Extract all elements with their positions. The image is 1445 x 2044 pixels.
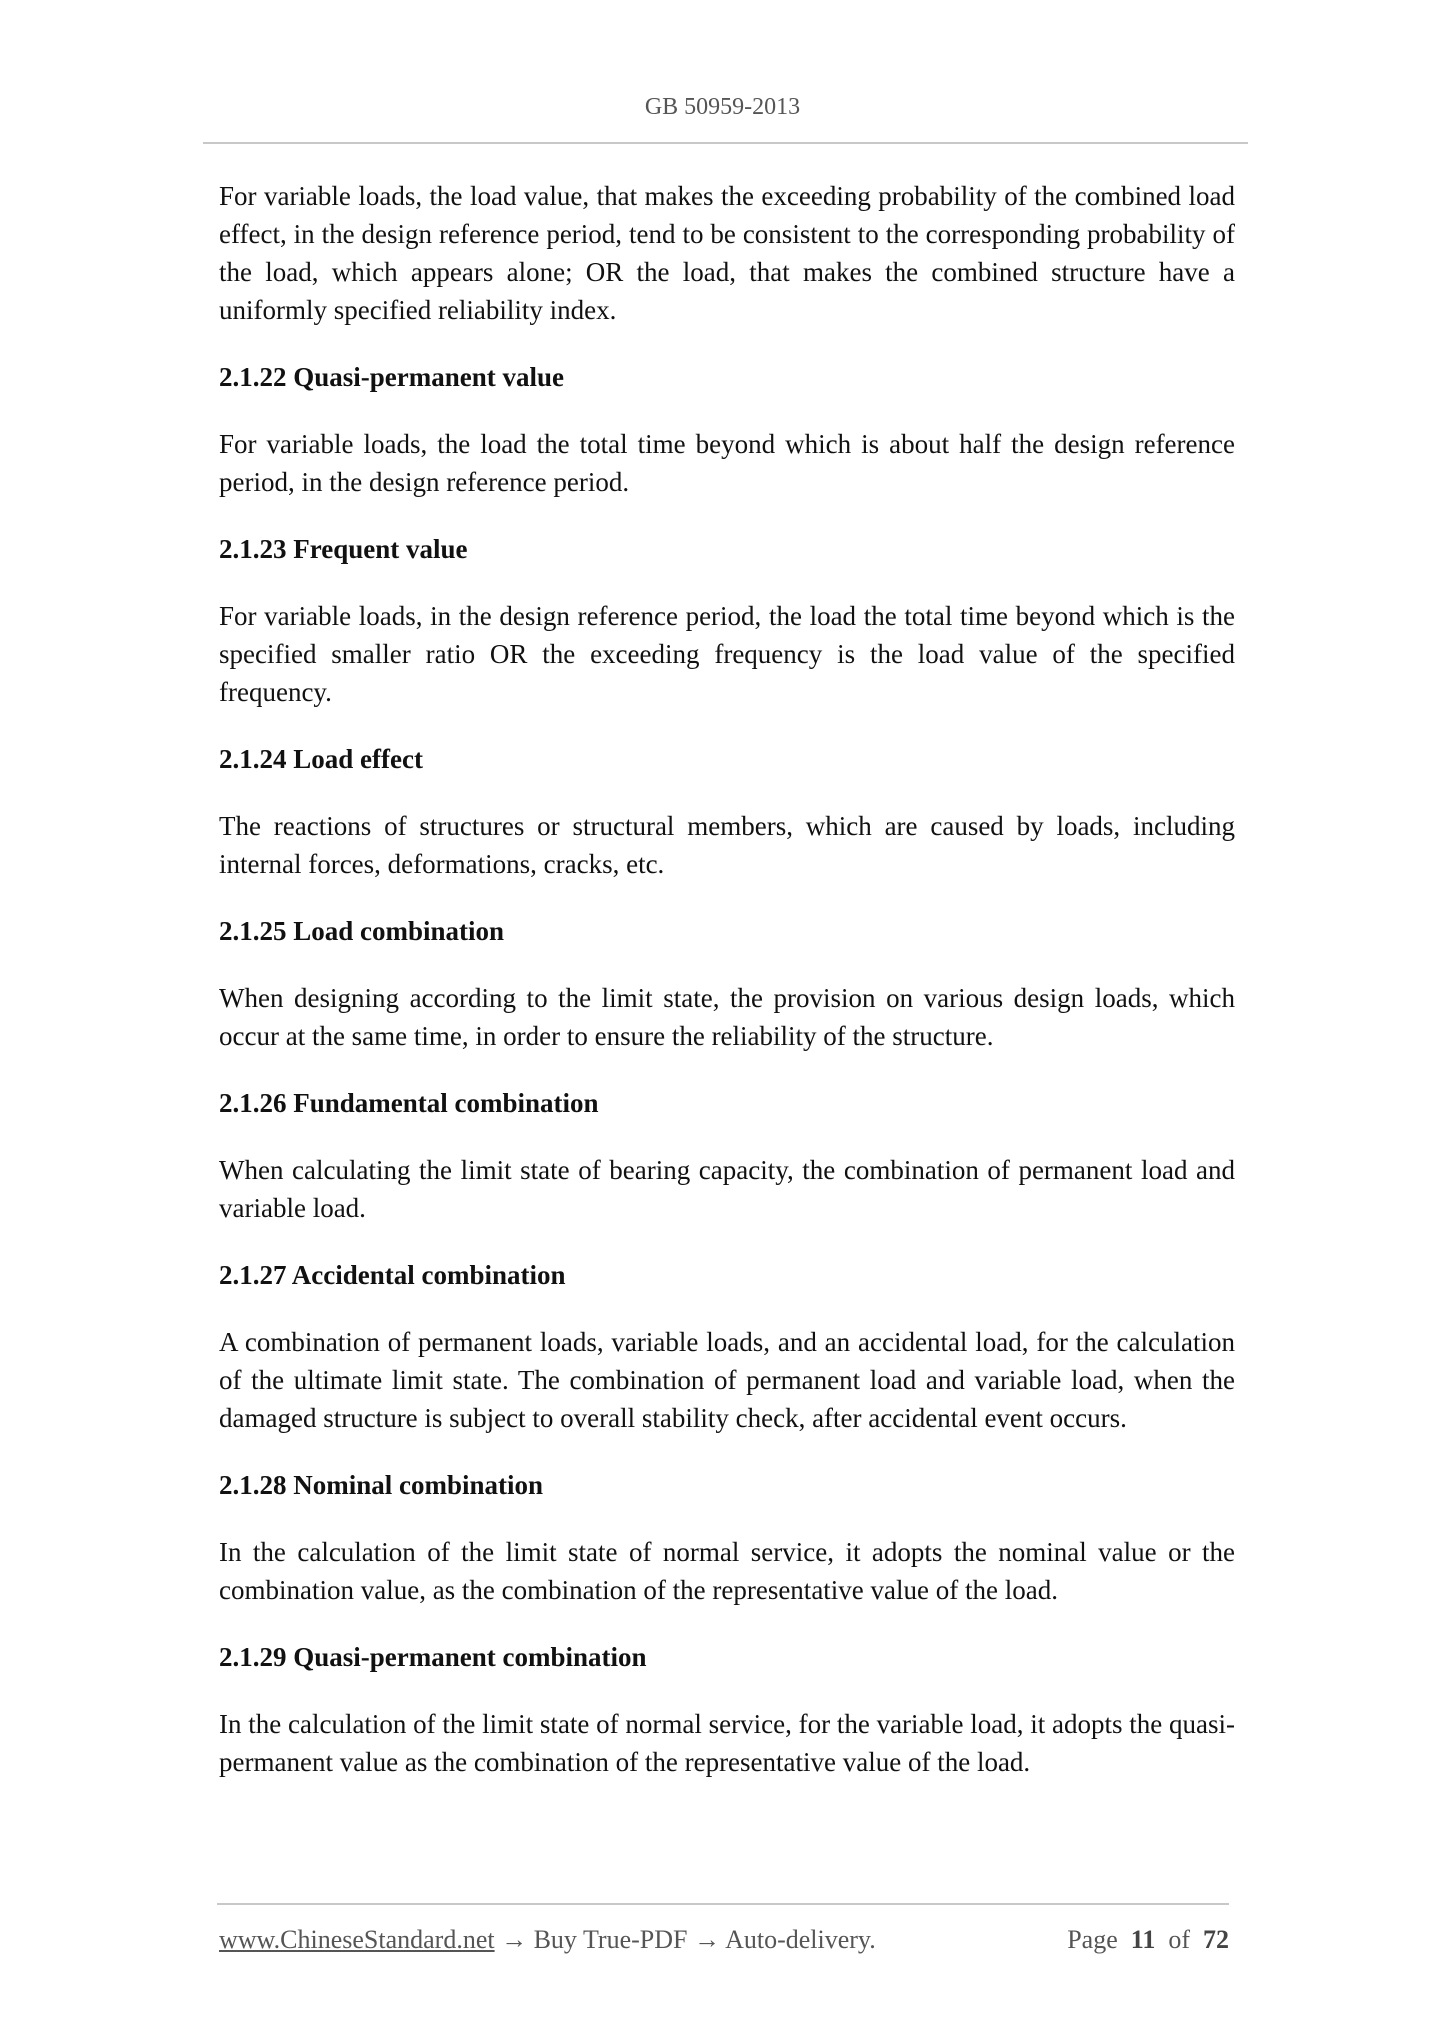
document-header: GB 50959-2013 (644, 94, 801, 120)
paragraph: In the calculation of the limit state of normal service, for the variable load, it adopts the quasi-permanent value as the combination of the representative value of the load. (219, 1709, 1235, 1777)
document-body (219, 177, 1235, 1810)
page-footer (219, 1925, 1229, 1955)
page-current: 11 (1130, 1925, 1156, 1954)
footer-divider (217, 1903, 1229, 1905)
arrow-right-icon: → (694, 1925, 720, 1954)
page-total: 72 (1203, 1925, 1229, 1954)
arrow-right-icon: → (501, 1925, 528, 1954)
paragraph: For variable loads, the load the total time beyond which is about half the design reference period, in the design reference period. (219, 429, 1235, 497)
section-heading: 2.1.26 Fundamental combination (219, 1088, 599, 1118)
paragraph: The reactions of structures or structural members, which are caused by loads, including internal forces, deformations, cracks, etc. (219, 811, 1235, 879)
section-heading: 2.1.24 Load effect (219, 744, 423, 774)
page-label: Page (1067, 1925, 1118, 1954)
section-heading: 2.1.27 Accidental combination (219, 1260, 566, 1290)
section-heading: 2.1.23 Frequent value (219, 534, 468, 564)
section-heading: 2.1.29 Quasi-permanent combination (219, 1642, 647, 1672)
of-label: of (1168, 1925, 1190, 1954)
paragraph: For variable loads, in the design reference period, the load the total time beyond which is the specified smaller ratio OR the exceeding frequency is the load value of the specified frequency. (219, 601, 1235, 707)
paragraph: When calculating the limit state of bearing capacity, the combination of permanent load and variable load. (219, 1155, 1235, 1223)
section-heading: 2.1.22 Quasi-permanent value (219, 362, 565, 392)
buy-pdf-text: Buy True-PDF (533, 1925, 688, 1954)
paragraph: A combination of permanent loads, variable loads, and an accidental load, for the calculation of the ultimate limit state. The combination of permanent load and variable load, when the damaged structure is subject to overall stability check, after accidental event occurs. (219, 1327, 1235, 1433)
section-heading: 2.1.28 Nominal combination (219, 1470, 544, 1500)
section-heading: 2.1.25 Load combination (219, 916, 505, 946)
header-divider (203, 142, 1248, 144)
page-indicator (1067, 1925, 1229, 1955)
auto-delivery-text: Auto-delivery. (725, 1925, 876, 1954)
footer-promo (219, 1925, 876, 1955)
website-link[interactable]: www.ChineseStandard.net (219, 1925, 495, 1954)
paragraph: For variable loads, the load value, that makes the exceeding probability of the combined load effect, in the design reference period, tend to be consistent to the corresponding probability of the load, which appears alone; OR the load, that makes the combined structure have a uniformly specified reliability index. (219, 181, 1235, 325)
paragraph: When designing according to the limit state, the provision on various design loads, which occur at the same time, in order to ensure the reliability of the structure. (219, 983, 1235, 1051)
paragraph: In the calculation of the limit state of normal service, it adopts the nominal value or the combination value, as the combination of the representative value of the load. (219, 1537, 1235, 1605)
